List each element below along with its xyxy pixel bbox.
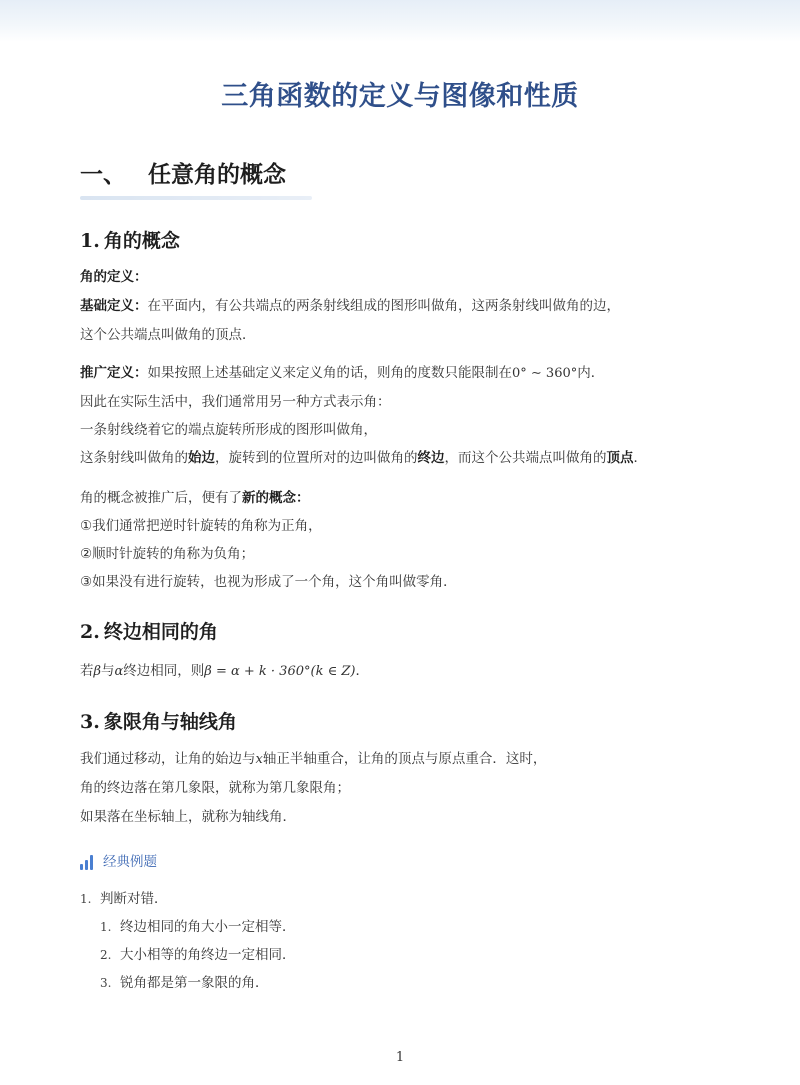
degree-range-formula: 0° ∼ 360° (512, 366, 578, 381)
subheading-index: 3. (80, 711, 100, 733)
new-concept-line (80, 486, 310, 506)
list-number: 1. (100, 920, 112, 934)
definition-heading: 角的定义： (80, 269, 148, 285)
symbol-x: x (255, 752, 263, 767)
quadrant-line-3: 如果落在坐标轴上，就称为轴线角． (80, 809, 296, 825)
term-vertex: 顶点 (606, 450, 634, 466)
text-fragment: 终边相同，则 (123, 663, 205, 679)
document-title: 三角函数的定义与图像和性质 (221, 81, 579, 112)
subheading-index: 1. (80, 230, 100, 252)
concept-item-positive: ①我们通常把逆时针旋转的角称为正角， (80, 518, 322, 534)
section-heading (80, 156, 286, 189)
concept-item-zero: ③如果没有进行旋转，也视为形成了一个角，这个角叫做零角． (80, 574, 457, 590)
text-fragment: 这条射线叫做角的 (80, 450, 188, 466)
section-number: 一、 (80, 162, 126, 188)
example-section-label (80, 850, 157, 870)
text-fragment: 若 (80, 663, 94, 679)
symbol-alpha: α (114, 664, 124, 679)
paragraph-line: 因此在实际生活中，我们通常用另一种方式表示角： (80, 394, 391, 410)
question-number: 1. (80, 892, 92, 906)
symbol-beta: β (93, 664, 102, 679)
text-fragment: ． (633, 450, 647, 466)
basic-definition-line (80, 294, 620, 314)
subheading-title: 终边相同的角 (103, 621, 218, 643)
new-concept-label: 新的概念： (242, 490, 310, 506)
section-underline (80, 196, 312, 200)
example-label-text: 经典例题 (103, 854, 157, 870)
subheading-quadrant-angles (80, 707, 237, 734)
section-title: 任意角的概念 (148, 162, 286, 188)
concept-item-negative: ②顺时针旋转的角称为负角； (80, 546, 255, 562)
extended-definition-text: 如果按照上述基础定义来定义角的话，则角的度数只能限制在 (147, 365, 512, 381)
subheading-title: 角的概念 (103, 230, 180, 252)
text-fragment: 轴正半轴重合，让角的顶点与原点重合．这时， (262, 751, 547, 767)
basic-definition-line-2: 这个公共端点叫做角的顶点． (80, 327, 256, 343)
quadrant-line-2: 角的终边落在第几象限，就称为第几象限角； (80, 780, 350, 796)
question-item (80, 887, 168, 907)
list-text: 终边相同的角大小一定相等． (120, 919, 296, 935)
paragraph-line: 一条射线绕着它的端点旋转所形成的图形叫做角， (80, 422, 377, 438)
subheading-angle-concept (80, 226, 180, 253)
header-band (0, 0, 800, 42)
list-item (100, 915, 296, 935)
list-number: 2. (100, 948, 112, 962)
list-number: 3. (100, 976, 112, 990)
list-item (100, 971, 269, 991)
basic-definition-label: 基础定义： (80, 298, 148, 314)
text-fragment: 与 (101, 663, 115, 679)
text-fragment: 角的概念被推广后，便有了 (80, 490, 242, 506)
term-terminal-side: 终边 (417, 450, 445, 466)
list-text: 大小相等的角终边一定相同． (120, 947, 296, 963)
list-text: 锐角都是第一象限的角． (120, 975, 269, 991)
quadrant-line-1 (80, 747, 546, 767)
coterminal-formula-line (80, 659, 369, 679)
text-fragment: ，而这个公共端点叫做角的 (444, 450, 607, 466)
extended-definition-label: 推广定义： (80, 365, 148, 381)
extended-definition-end: 内． (577, 365, 605, 381)
term-initial-side: 始边 (188, 450, 215, 466)
page-number: 1 (395, 1050, 405, 1065)
text-fragment: 我们通过移动，让角的始边与 (80, 751, 256, 767)
subheading-coterminal (80, 617, 218, 644)
coterminal-formula: β = α + k · 360°(k ∈ Z) (204, 664, 356, 679)
text-fragment: ，旋转到的位置所对的边叫做角的 (215, 450, 418, 466)
basic-definition-text: 在平面内，有公共端点的两条射线组成的图形叫做角，这两条射线叫做角的边， (147, 298, 620, 314)
question-text: 判断对错． (100, 891, 168, 907)
paragraph-line-terms (80, 446, 647, 466)
text-fragment: ． (355, 663, 369, 679)
bar-chart-icon (80, 854, 93, 870)
subheading-index: 2. (80, 621, 100, 643)
subheading-title: 象限角与轴线角 (103, 711, 237, 733)
list-item (100, 943, 296, 963)
extended-definition-line (80, 361, 604, 381)
